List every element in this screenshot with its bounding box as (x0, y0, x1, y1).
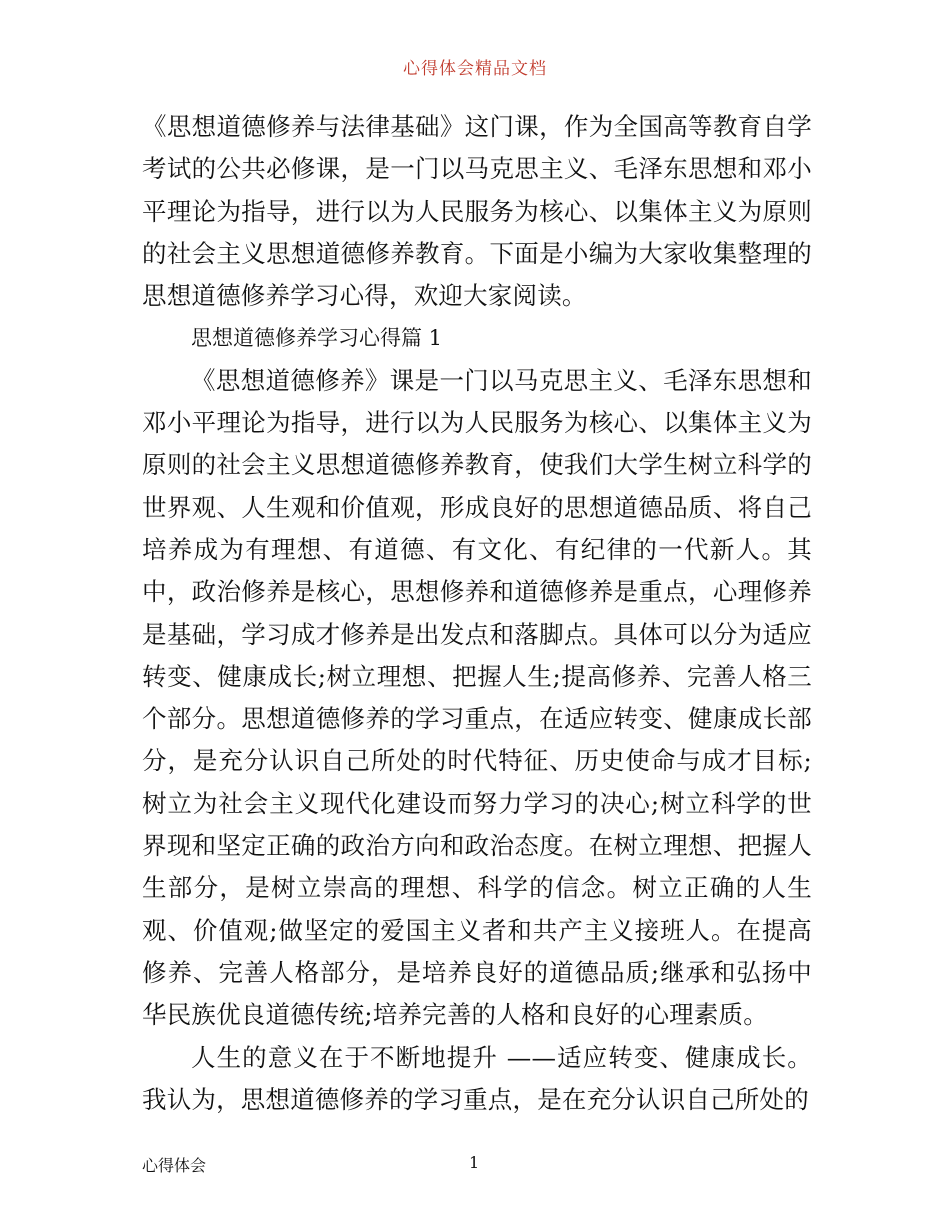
document-body (142, 106, 812, 1121)
body-paragraph-2: 人生的意义在于不断地提升 ——适应转变、健康成长。我认为，思想道德修养的学习重点，是在充分认识自己所处的 (142, 1042, 812, 1114)
header-title: 心得体会精品文档 (403, 59, 547, 79)
section-heading: 思想道德修养学习心得篇 1 (191, 326, 443, 351)
intro-paragraph: 《思想道德修养与法律基础》这门课，作为全国高等教育自学考试的公共必修课，是一门以马克思主义、毛泽东思想和邓小平理论为指导，进行以为人民服务为核心、以集体主义为原则的社会主义思想道德修养教育。下面是小编为大家收集整理的思想道德修养学习心得，欢迎大家阅读。 (142, 112, 812, 311)
body-paragraph-1: 《思想道德修养》课是一门以马克思主义、毛泽东思想和邓小平理论为指导，进行以为人民服务为核心、以集体主义为原则的社会主义思想道德修养教育，使我们大学生树立科学的世界观、人生观和价值观，形成良好的思想道德品质、将自己培养成为有理想、有道德、有文化、有纪律的一代新人。其中，政治修养是核心，思想修养和道德修养是重点，心理修养是基础，学习成才修养是出发点和落脚点。具体可以分为适应转变、健康成长;树立理想、把握人生;提高修养、完善人格三个部分。思想道德修养的学习重点，在适应转变、健康成长部分，是充分认识自己所处的时代特征、历史使命与成才目标;树立为社会主义现代化建设而努力学习的决心;树立科学的世界现和坚定正确的政治方向和政治态度。在树立理想、把握人生部分，是树立崇高的理想、科学的信念。树立正确的人生观、价值观;做坚定的爱国主义者和共产主义接班人。在提高修养、完善人格部分，是培养良好的道德品质;继承和弘扬中华民族优良道德传统;培养完善的人格和良好的心理素质。 (142, 365, 812, 1030)
footer-label: 心得体会 (142, 1156, 207, 1175)
page-number: 1 (469, 1153, 480, 1172)
